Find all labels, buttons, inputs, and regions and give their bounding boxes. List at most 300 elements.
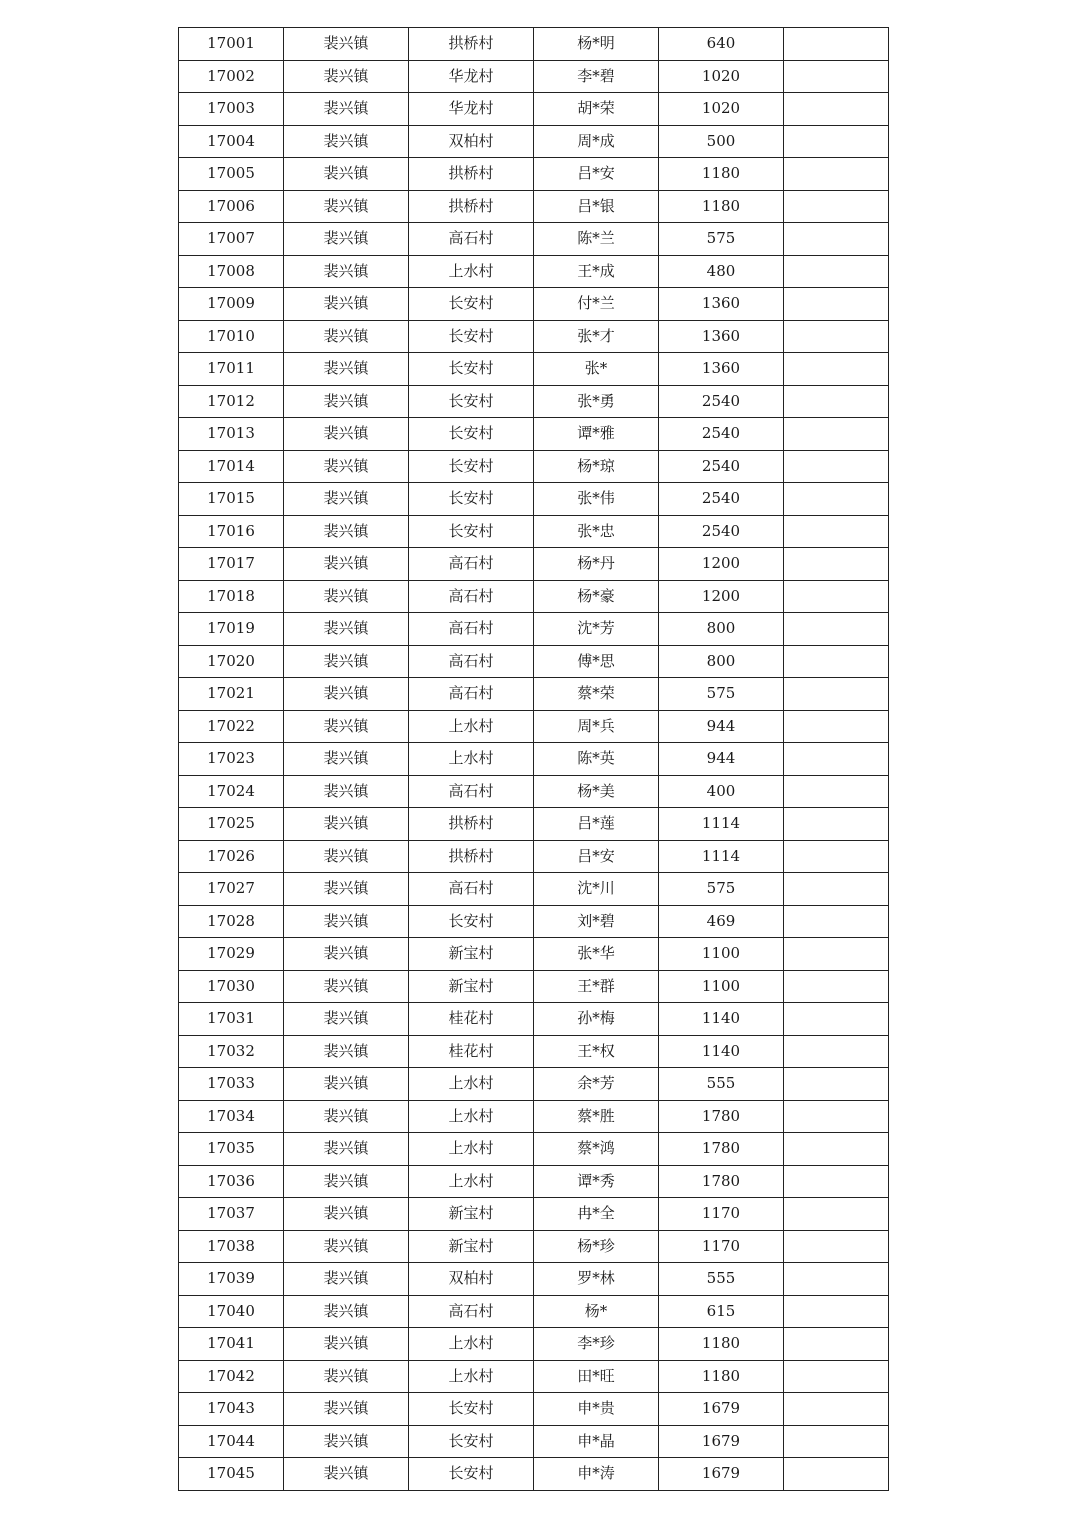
cell-amount: 1020 (659, 60, 784, 93)
table-row (179, 255, 889, 288)
cell-name: 王*成 (534, 255, 659, 288)
cell-village: 新宝村 (409, 1230, 534, 1263)
cell-id: 17012 (179, 385, 284, 418)
table-row (179, 938, 889, 971)
cell-note (784, 1035, 889, 1068)
cell-id: 17019 (179, 613, 284, 646)
table-row (179, 515, 889, 548)
table-row (179, 60, 889, 93)
cell-village: 上水村 (409, 710, 534, 743)
cell-name: 王*群 (534, 970, 659, 1003)
cell-village: 桂花村 (409, 1003, 534, 1036)
cell-amount: 1200 (659, 580, 784, 613)
cell-town: 裴兴镇 (284, 28, 409, 61)
cell-amount: 555 (659, 1263, 784, 1296)
cell-town: 裴兴镇 (284, 223, 409, 256)
cell-amount: 1780 (659, 1165, 784, 1198)
cell-note (784, 1295, 889, 1328)
cell-town: 裴兴镇 (284, 743, 409, 776)
cell-town: 裴兴镇 (284, 1393, 409, 1426)
cell-town: 裴兴镇 (284, 158, 409, 191)
cell-village: 拱桥村 (409, 840, 534, 873)
cell-id: 17005 (179, 158, 284, 191)
cell-amount: 2540 (659, 450, 784, 483)
cell-amount: 1180 (659, 158, 784, 191)
cell-town: 裴兴镇 (284, 775, 409, 808)
cell-village: 长安村 (409, 288, 534, 321)
cell-note (784, 1263, 889, 1296)
cell-id: 17044 (179, 1425, 284, 1458)
cell-name: 蔡*鸿 (534, 1133, 659, 1166)
cell-name: 周*成 (534, 125, 659, 158)
cell-id: 17011 (179, 353, 284, 386)
cell-id: 17040 (179, 1295, 284, 1328)
cell-id: 17025 (179, 808, 284, 841)
cell-village: 高石村 (409, 548, 534, 581)
cell-id: 17004 (179, 125, 284, 158)
cell-name: 李*碧 (534, 60, 659, 93)
cell-name: 周*兵 (534, 710, 659, 743)
cell-id: 17022 (179, 710, 284, 743)
cell-amount: 1360 (659, 288, 784, 321)
table-row (179, 548, 889, 581)
cell-village: 长安村 (409, 320, 534, 353)
cell-town: 裴兴镇 (284, 678, 409, 711)
cell-name: 李*珍 (534, 1328, 659, 1361)
cell-amount: 575 (659, 678, 784, 711)
cell-id: 17045 (179, 1458, 284, 1491)
table-row (179, 1263, 889, 1296)
cell-village: 拱桥村 (409, 808, 534, 841)
cell-id: 17010 (179, 320, 284, 353)
cell-name: 蔡*胜 (534, 1100, 659, 1133)
table-row (179, 1068, 889, 1101)
cell-note (784, 28, 889, 61)
cell-amount: 2540 (659, 418, 784, 451)
cell-town: 裴兴镇 (284, 548, 409, 581)
table-row (179, 645, 889, 678)
cell-town: 裴兴镇 (284, 1295, 409, 1328)
cell-name: 陈*英 (534, 743, 659, 776)
cell-id: 17001 (179, 28, 284, 61)
cell-town: 裴兴镇 (284, 255, 409, 288)
table-row (179, 28, 889, 61)
cell-amount: 1140 (659, 1035, 784, 1068)
cell-amount: 1100 (659, 938, 784, 971)
table-row (179, 1133, 889, 1166)
table-row (179, 1198, 889, 1231)
cell-village: 上水村 (409, 1328, 534, 1361)
cell-village: 新宝村 (409, 970, 534, 1003)
cell-town: 裴兴镇 (284, 1035, 409, 1068)
cell-name: 张*华 (534, 938, 659, 971)
cell-town: 裴兴镇 (284, 288, 409, 321)
cell-name: 杨*丹 (534, 548, 659, 581)
cell-town: 裴兴镇 (284, 613, 409, 646)
cell-town: 裴兴镇 (284, 515, 409, 548)
cell-village: 长安村 (409, 515, 534, 548)
cell-name: 申*贵 (534, 1393, 659, 1426)
cell-village: 华龙村 (409, 93, 534, 126)
cell-town: 裴兴镇 (284, 645, 409, 678)
cell-name: 张*勇 (534, 385, 659, 418)
cell-amount: 1180 (659, 1328, 784, 1361)
cell-town: 裴兴镇 (284, 353, 409, 386)
cell-amount: 1679 (659, 1425, 784, 1458)
cell-town: 裴兴镇 (284, 710, 409, 743)
cell-id: 17032 (179, 1035, 284, 1068)
cell-note (784, 678, 889, 711)
table-row (179, 320, 889, 353)
cell-name: 陈*兰 (534, 223, 659, 256)
cell-id: 17043 (179, 1393, 284, 1426)
cell-village: 长安村 (409, 450, 534, 483)
cell-note (784, 353, 889, 386)
cell-town: 裴兴镇 (284, 970, 409, 1003)
cell-village: 新宝村 (409, 1198, 534, 1231)
cell-amount: 1200 (659, 548, 784, 581)
cell-name: 张*忠 (534, 515, 659, 548)
cell-name: 杨*豪 (534, 580, 659, 613)
cell-amount: 1780 (659, 1133, 784, 1166)
table-row (179, 125, 889, 158)
cell-note (784, 645, 889, 678)
cell-village: 长安村 (409, 1393, 534, 1426)
table-row (179, 873, 889, 906)
cell-name: 孙*梅 (534, 1003, 659, 1036)
cell-id: 17039 (179, 1263, 284, 1296)
table-row (179, 418, 889, 451)
cell-village: 高石村 (409, 580, 534, 613)
cell-town: 裴兴镇 (284, 938, 409, 971)
cell-note (784, 158, 889, 191)
cell-town: 裴兴镇 (284, 1230, 409, 1263)
cell-amount: 2540 (659, 515, 784, 548)
cell-town: 裴兴镇 (284, 320, 409, 353)
cell-note (784, 450, 889, 483)
cell-id: 17024 (179, 775, 284, 808)
cell-village: 上水村 (409, 255, 534, 288)
cell-amount: 640 (659, 28, 784, 61)
cell-note (784, 255, 889, 288)
cell-note (784, 1230, 889, 1263)
cell-village: 双柏村 (409, 1263, 534, 1296)
cell-village: 长安村 (409, 1425, 534, 1458)
cell-note (784, 93, 889, 126)
cell-town: 裴兴镇 (284, 1425, 409, 1458)
cell-id: 17028 (179, 905, 284, 938)
cell-id: 17021 (179, 678, 284, 711)
cell-town: 裴兴镇 (284, 1458, 409, 1491)
cell-amount: 1679 (659, 1393, 784, 1426)
table-row (179, 710, 889, 743)
cell-id: 17031 (179, 1003, 284, 1036)
cell-id: 17041 (179, 1328, 284, 1361)
cell-id: 17036 (179, 1165, 284, 1198)
cell-id: 17027 (179, 873, 284, 906)
cell-amount: 400 (659, 775, 784, 808)
cell-town: 裴兴镇 (284, 580, 409, 613)
cell-village: 拱桥村 (409, 190, 534, 223)
cell-amount: 615 (659, 1295, 784, 1328)
cell-amount: 1180 (659, 190, 784, 223)
cell-village: 新宝村 (409, 938, 534, 971)
cell-village: 上水村 (409, 1068, 534, 1101)
cell-amount: 1020 (659, 93, 784, 126)
cell-village: 高石村 (409, 1295, 534, 1328)
table-row (179, 1295, 889, 1328)
table-body (179, 28, 889, 1491)
table-row (179, 93, 889, 126)
cell-id: 17008 (179, 255, 284, 288)
cell-name: 胡*荣 (534, 93, 659, 126)
cell-name: 吕*莲 (534, 808, 659, 841)
cell-note (784, 190, 889, 223)
cell-name: 杨*明 (534, 28, 659, 61)
cell-town: 裴兴镇 (284, 450, 409, 483)
cell-note (784, 970, 889, 1003)
cell-village: 长安村 (409, 905, 534, 938)
cell-note (784, 1425, 889, 1458)
table-row (179, 1100, 889, 1133)
cell-name: 沈*芳 (534, 613, 659, 646)
cell-village: 长安村 (409, 483, 534, 516)
cell-id: 17026 (179, 840, 284, 873)
cell-village: 上水村 (409, 1165, 534, 1198)
cell-amount: 2540 (659, 483, 784, 516)
table-row (179, 905, 889, 938)
table-row (179, 450, 889, 483)
table-row (179, 1165, 889, 1198)
table-row (179, 613, 889, 646)
cell-town: 裴兴镇 (284, 1165, 409, 1198)
table-row (179, 1458, 889, 1491)
cell-village: 上水村 (409, 1360, 534, 1393)
cell-note (784, 775, 889, 808)
cell-id: 17038 (179, 1230, 284, 1263)
cell-id: 17020 (179, 645, 284, 678)
table-row (179, 743, 889, 776)
cell-name: 申*涛 (534, 1458, 659, 1491)
cell-amount: 1679 (659, 1458, 784, 1491)
cell-village: 高石村 (409, 678, 534, 711)
cell-town: 裴兴镇 (284, 1328, 409, 1361)
cell-note (784, 613, 889, 646)
cell-note (784, 288, 889, 321)
cell-name: 田*旺 (534, 1360, 659, 1393)
cell-village: 长安村 (409, 353, 534, 386)
cell-name: 杨*琼 (534, 450, 659, 483)
cell-note (784, 808, 889, 841)
cell-id: 17014 (179, 450, 284, 483)
cell-id: 17030 (179, 970, 284, 1003)
cell-name: 谭*雅 (534, 418, 659, 451)
cell-amount: 480 (659, 255, 784, 288)
cell-village: 长安村 (409, 1458, 534, 1491)
cell-town: 裴兴镇 (284, 93, 409, 126)
cell-town: 裴兴镇 (284, 1100, 409, 1133)
cell-town: 裴兴镇 (284, 125, 409, 158)
cell-town: 裴兴镇 (284, 1360, 409, 1393)
cell-note (784, 1360, 889, 1393)
cell-note (784, 840, 889, 873)
table-row (179, 1003, 889, 1036)
cell-village: 双柏村 (409, 125, 534, 158)
cell-town: 裴兴镇 (284, 483, 409, 516)
table-row (179, 580, 889, 613)
cell-town: 裴兴镇 (284, 1263, 409, 1296)
cell-note (784, 1458, 889, 1491)
cell-name: 杨*珍 (534, 1230, 659, 1263)
cell-note (784, 873, 889, 906)
table-row (179, 775, 889, 808)
table-row (179, 1425, 889, 1458)
cell-town: 裴兴镇 (284, 1133, 409, 1166)
cell-town: 裴兴镇 (284, 60, 409, 93)
cell-name: 刘*碧 (534, 905, 659, 938)
cell-town: 裴兴镇 (284, 905, 409, 938)
cell-name: 杨*美 (534, 775, 659, 808)
cell-village: 上水村 (409, 1133, 534, 1166)
cell-village: 长安村 (409, 418, 534, 451)
table-row (179, 678, 889, 711)
cell-village: 拱桥村 (409, 28, 534, 61)
table-row (179, 385, 889, 418)
cell-name: 罗*林 (534, 1263, 659, 1296)
cell-name: 余*芳 (534, 1068, 659, 1101)
cell-village: 高石村 (409, 775, 534, 808)
cell-village: 长安村 (409, 385, 534, 418)
cell-amount: 1114 (659, 840, 784, 873)
cell-note (784, 1328, 889, 1361)
cell-id: 17006 (179, 190, 284, 223)
cell-name: 吕*安 (534, 158, 659, 191)
cell-village: 上水村 (409, 1100, 534, 1133)
cell-name: 蔡*荣 (534, 678, 659, 711)
cell-amount: 1360 (659, 320, 784, 353)
cell-name: 王*权 (534, 1035, 659, 1068)
cell-note (784, 418, 889, 451)
cell-id: 17029 (179, 938, 284, 971)
table-row (179, 1035, 889, 1068)
cell-note (784, 1165, 889, 1198)
table-row (179, 1393, 889, 1426)
table-row (179, 483, 889, 516)
cell-id: 17003 (179, 93, 284, 126)
cell-name: 杨* (534, 1295, 659, 1328)
cell-note (784, 938, 889, 971)
cell-name: 吕*银 (534, 190, 659, 223)
cell-amount: 1100 (659, 970, 784, 1003)
cell-id: 17015 (179, 483, 284, 516)
cell-town: 裴兴镇 (284, 873, 409, 906)
cell-name: 冉*全 (534, 1198, 659, 1231)
cell-amount: 2540 (659, 385, 784, 418)
table-row (179, 353, 889, 386)
cell-amount: 575 (659, 873, 784, 906)
cell-note (784, 1198, 889, 1231)
cell-town: 裴兴镇 (284, 808, 409, 841)
cell-town: 裴兴镇 (284, 385, 409, 418)
cell-name: 付*兰 (534, 288, 659, 321)
table-row (179, 808, 889, 841)
cell-village: 拱桥村 (409, 158, 534, 191)
cell-name: 谭*秀 (534, 1165, 659, 1198)
cell-note (784, 1003, 889, 1036)
table-row (179, 1328, 889, 1361)
cell-town: 裴兴镇 (284, 840, 409, 873)
cell-id: 17034 (179, 1100, 284, 1133)
cell-amount: 1170 (659, 1230, 784, 1263)
table-row (179, 1360, 889, 1393)
cell-town: 裴兴镇 (284, 1068, 409, 1101)
cell-note (784, 385, 889, 418)
cell-village: 高石村 (409, 613, 534, 646)
cell-amount: 575 (659, 223, 784, 256)
cell-note (784, 1133, 889, 1166)
cell-id: 17013 (179, 418, 284, 451)
cell-amount: 500 (659, 125, 784, 158)
cell-note (784, 1068, 889, 1101)
cell-id: 17009 (179, 288, 284, 321)
cell-id: 17023 (179, 743, 284, 776)
cell-note (784, 905, 889, 938)
cell-note (784, 710, 889, 743)
cell-note (784, 223, 889, 256)
cell-town: 裴兴镇 (284, 1198, 409, 1231)
cell-note (784, 1100, 889, 1133)
cell-id: 17035 (179, 1133, 284, 1166)
cell-id: 17033 (179, 1068, 284, 1101)
cell-amount: 1780 (659, 1100, 784, 1133)
cell-id: 17002 (179, 60, 284, 93)
table-row (179, 288, 889, 321)
table-row (179, 1230, 889, 1263)
cell-note (784, 548, 889, 581)
cell-name: 张* (534, 353, 659, 386)
cell-village: 上水村 (409, 743, 534, 776)
cell-note (784, 320, 889, 353)
cell-village: 华龙村 (409, 60, 534, 93)
cell-amount: 944 (659, 710, 784, 743)
cell-village: 桂花村 (409, 1035, 534, 1068)
cell-amount: 1170 (659, 1198, 784, 1231)
cell-name: 沈*川 (534, 873, 659, 906)
cell-village: 高石村 (409, 645, 534, 678)
cell-name: 张*才 (534, 320, 659, 353)
subsidy-table (178, 27, 889, 1491)
cell-amount: 1140 (659, 1003, 784, 1036)
cell-id: 17018 (179, 580, 284, 613)
table-row (179, 840, 889, 873)
cell-amount: 1114 (659, 808, 784, 841)
cell-town: 裴兴镇 (284, 1003, 409, 1036)
cell-amount: 1180 (659, 1360, 784, 1393)
cell-town: 裴兴镇 (284, 418, 409, 451)
cell-amount: 800 (659, 613, 784, 646)
cell-amount: 1360 (659, 353, 784, 386)
cell-note (784, 743, 889, 776)
cell-town: 裴兴镇 (284, 190, 409, 223)
cell-amount: 944 (659, 743, 784, 776)
cell-id: 17016 (179, 515, 284, 548)
cell-name: 张*伟 (534, 483, 659, 516)
table-row (179, 158, 889, 191)
cell-note (784, 125, 889, 158)
cell-village: 高石村 (409, 873, 534, 906)
table-row (179, 223, 889, 256)
table-row (179, 970, 889, 1003)
